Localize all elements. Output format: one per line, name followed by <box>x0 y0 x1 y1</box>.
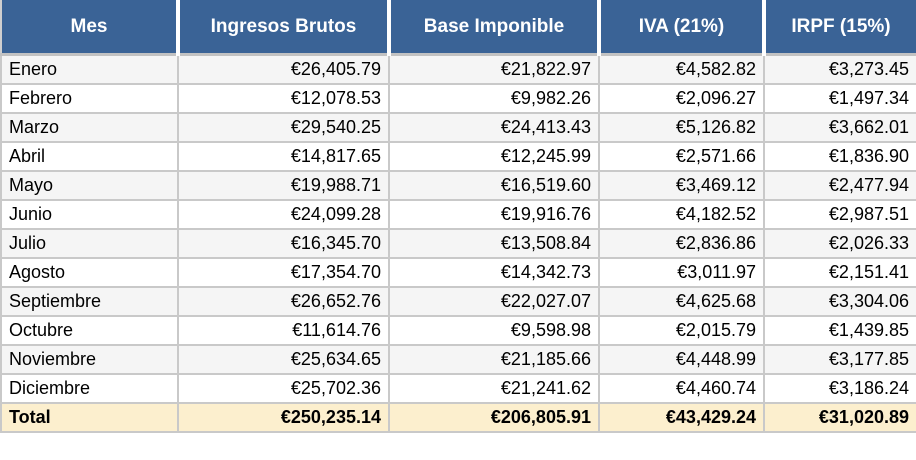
cell-ingresos: €14,817.65 <box>178 142 389 171</box>
cell-mes: Septiembre <box>1 287 178 316</box>
cell-ingresos: €25,634.65 <box>178 345 389 374</box>
cell-iva: €2,096.27 <box>599 84 764 113</box>
cell-irpf: €1,439.85 <box>764 316 916 345</box>
total-cell-ingresos: €250,235.14 <box>178 403 389 432</box>
column-header-iva: IVA (21%) <box>599 0 764 55</box>
cell-iva: €4,448.99 <box>599 345 764 374</box>
cell-iva: €2,836.86 <box>599 229 764 258</box>
cell-iva: €4,182.52 <box>599 200 764 229</box>
table-row <box>1 171 916 200</box>
cell-iva: €3,469.12 <box>599 171 764 200</box>
cell-base: €21,185.66 <box>389 345 599 374</box>
cell-mes: Febrero <box>1 84 178 113</box>
table-body <box>1 55 916 433</box>
cell-iva: €3,011.97 <box>599 258 764 287</box>
cell-base: €16,519.60 <box>389 171 599 200</box>
cell-ingresos: €24,099.28 <box>178 200 389 229</box>
cell-base: €9,982.26 <box>389 84 599 113</box>
cell-ingresos: €19,988.71 <box>178 171 389 200</box>
column-header-ingresos: Ingresos Brutos <box>178 0 389 55</box>
cell-irpf: €2,987.51 <box>764 200 916 229</box>
cell-base: €12,245.99 <box>389 142 599 171</box>
table-row <box>1 374 916 403</box>
table-row <box>1 316 916 345</box>
table-row <box>1 345 916 374</box>
cell-base: €19,916.76 <box>389 200 599 229</box>
header-row <box>1 0 916 55</box>
cell-ingresos: €17,354.70 <box>178 258 389 287</box>
cell-iva: €4,460.74 <box>599 374 764 403</box>
cell-irpf: €1,836.90 <box>764 142 916 171</box>
cell-base: €9,598.98 <box>389 316 599 345</box>
column-header-base: Base Imponible <box>389 0 599 55</box>
cell-base: €24,413.43 <box>389 113 599 142</box>
cell-mes: Junio <box>1 200 178 229</box>
cell-irpf: €3,177.85 <box>764 345 916 374</box>
cell-ingresos: €29,540.25 <box>178 113 389 142</box>
total-cell-base: €206,805.91 <box>389 403 599 432</box>
total-row <box>1 403 916 432</box>
cell-iva: €4,582.82 <box>599 55 764 85</box>
cell-mes: Agosto <box>1 258 178 287</box>
cell-ingresos: €25,702.36 <box>178 374 389 403</box>
table-row <box>1 113 916 142</box>
cell-irpf: €3,273.45 <box>764 55 916 85</box>
cell-mes: Octubre <box>1 316 178 345</box>
cell-irpf: €3,304.06 <box>764 287 916 316</box>
table-row <box>1 200 916 229</box>
cell-mes: Mayo <box>1 171 178 200</box>
cell-mes: Noviembre <box>1 345 178 374</box>
cell-base: €13,508.84 <box>389 229 599 258</box>
cell-irpf: €1,497.34 <box>764 84 916 113</box>
table-row <box>1 142 916 171</box>
cell-iva: €2,571.66 <box>599 142 764 171</box>
cell-mes: Abril <box>1 142 178 171</box>
cell-iva: €2,015.79 <box>599 316 764 345</box>
cell-ingresos: €11,614.76 <box>178 316 389 345</box>
column-header-irpf: IRPF (15%) <box>764 0 916 55</box>
cell-irpf: €3,186.24 <box>764 374 916 403</box>
column-header-mes: Mes <box>1 0 178 55</box>
total-cell-mes: Total <box>1 403 178 432</box>
cell-base: €21,822.97 <box>389 55 599 85</box>
cell-iva: €4,625.68 <box>599 287 764 316</box>
table-row <box>1 287 916 316</box>
cell-ingresos: €26,405.79 <box>178 55 389 85</box>
total-cell-iva: €43,429.24 <box>599 403 764 432</box>
cell-ingresos: €16,345.70 <box>178 229 389 258</box>
cell-irpf: €2,151.41 <box>764 258 916 287</box>
cell-mes: Diciembre <box>1 374 178 403</box>
cell-ingresos: €26,652.76 <box>178 287 389 316</box>
cell-mes: Enero <box>1 55 178 85</box>
cell-irpf: €3,662.01 <box>764 113 916 142</box>
cell-base: €14,342.73 <box>389 258 599 287</box>
cell-mes: Marzo <box>1 113 178 142</box>
table-row <box>1 55 916 85</box>
table-row <box>1 258 916 287</box>
cell-base: €21,241.62 <box>389 374 599 403</box>
cell-ingresos: €12,078.53 <box>178 84 389 113</box>
cell-irpf: €2,026.33 <box>764 229 916 258</box>
cell-mes: Julio <box>1 229 178 258</box>
cell-base: €22,027.07 <box>389 287 599 316</box>
cell-irpf: €2,477.94 <box>764 171 916 200</box>
table-row <box>1 84 916 113</box>
total-cell-irpf: €31,020.89 <box>764 403 916 432</box>
cell-iva: €5,126.82 <box>599 113 764 142</box>
table-row <box>1 229 916 258</box>
